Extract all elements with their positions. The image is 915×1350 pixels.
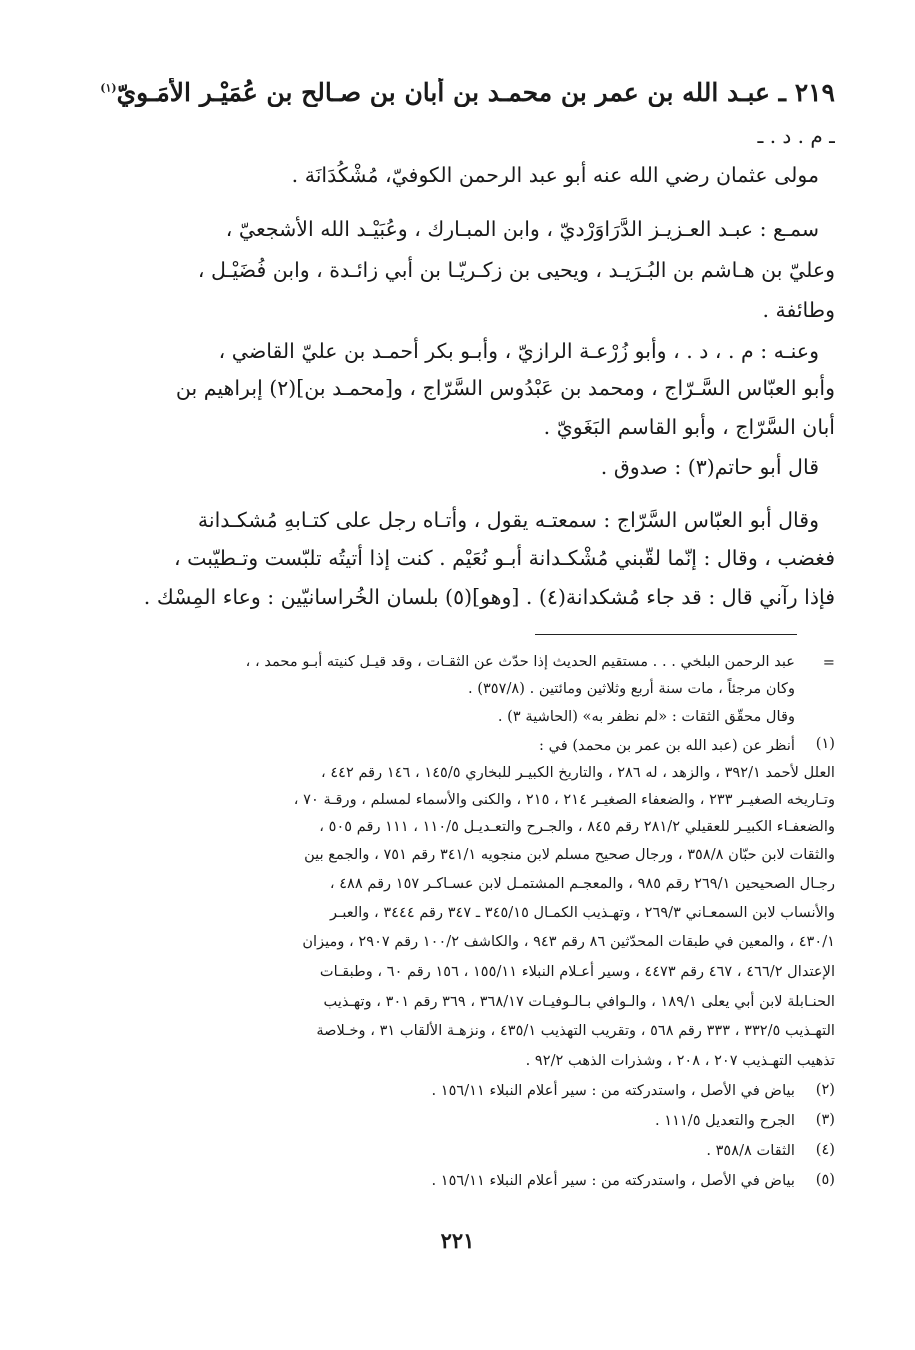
body-line-11: فإذا رآني قال : قد جاء مُشكدانة(٤) . [وهو](٥) بلسان الخُراسانيّين : وعاء المِسْك . xyxy=(143,585,835,609)
footnote-1-line-9: الإعتدال ٤٦٦/٢ ، ٤٦٧ رقم ٤٤٧٣ ، وسير أعـلام النبلاء ١٥٥/١١ ، ١٥٦ رقم ٦٠ ، وطبقـات xyxy=(319,963,835,980)
body-line-7: أبان السَّرّاج ، وأبو القاسم البَغَويّ . xyxy=(543,415,835,439)
body-line-1: مولى عثمان رضي الله عنه أبو عبد الرحمن الكوفيّ، مُشْكُدَانَة . xyxy=(291,163,819,187)
footnote-1-line-2: العلل لأحمد ٣٩٢/١ ، والزهد ، له ٢٨٦ ، والتاريخ الكبيـر للبخاري ١٤٥/٥ ، ١٤٦ رقم ٤٤٢ ، xyxy=(320,764,835,781)
heading-footnote-ref: (١) xyxy=(100,81,117,95)
footnote-1-line-12: تذهيب التهـذيب ٢٠٧ ، ٢٠٨ ، وشذرات الذهب ٩٢/٢ . xyxy=(525,1052,835,1069)
footnote-1-line-3: وتـاريخه الصغيـر ٢٣٣ ، والضعفاء الصغيـر ٢١٤ ، ٢١٥ ، والكنى والأسماء لمسلم ، ورقـة ٧٠ ، xyxy=(293,791,835,808)
footnote-1-line-5: والثقات لابن حبّان ٣٥٨/٨ ، ورجال صحيح مسلم لابن منجويه ٣٤١/١ رقم ٧٥١ ، والجمع بين xyxy=(304,846,835,863)
carry-line-2: وكان مرجئاً ، مات سنة أربع وثلاثين ومائتين . (٣٥٧/٨) . xyxy=(467,680,795,697)
body-line-6: وأبو العبّاس السَّـرّاج ، ومحمد بن عَبْدُوس السَّرّاج ، و[محمـد بن](٢) إبراهيم بن xyxy=(175,376,835,400)
page-number: ٢٢١ xyxy=(440,1228,475,1253)
footnote-2-number: (٢) xyxy=(815,1081,835,1098)
footnote-1-line-1: أنظر عن (عبد الله بن عمر بن محمد) في : xyxy=(539,737,795,754)
footnote-1-number: (١) xyxy=(815,735,835,752)
entry-symbols: ـ م . د . ـ xyxy=(757,124,835,148)
footnote-1-line-7: والأنساب لابن السمعـاني ٢٦٩/٣ ، وتهـذيب الكمـال ٣٤٥/١٥ ـ ٣٤٧ رقم ٣٤٤٤ ، والعبـر xyxy=(330,904,835,921)
carry-line-1: عبد الرحمن البلخي . . . مستقيم الحديث إذا حدّث عن الثقـات ، وقد قيـل كنيته أبـو محمد ، ، xyxy=(245,653,795,670)
entry-heading-text: ٢١٩ ـ عبـد الله بن عمر بن محمـد بن أبان بن صـالح بن عُمَيْـر الأُمَـويّ xyxy=(116,78,835,107)
footnote-3-text: الجرح والتعديل ١١١/٥ . xyxy=(654,1112,795,1129)
footnote-1-line-11: التهـذيب ٣٣٢/٥ ، ٣٣٣ رقم ٥٦٨ ، وتقريب التهذيب ٤٣٥/١ ، ونزهـة الألقاب ٣١ ، وخـلاصة xyxy=(316,1022,835,1039)
footnote-1-line-4: والضعفـاء الكبيـر للعقيلي ٢٨١/٢ رقم ٨٤٥ ، والجـرح والتعـديـل ١١٠/٥ ، ١١١ رقم ٥٠٥ ، xyxy=(319,818,835,835)
entry-heading xyxy=(78,78,835,107)
footnote-3-number: (٣) xyxy=(815,1111,835,1128)
body-line-8: قال أبو حاتم(٣) : صدوق . xyxy=(600,455,819,479)
footnote-2-text: بياض في الأصل ، واستدركته من : سير أعلام النبلاء ١٥٦/١١ . xyxy=(431,1082,795,1099)
footnote-4-number: (٤) xyxy=(815,1141,835,1158)
footnote-1-line-10: الحنـابلة لابن أبي يعلى ١٨٩/١ ، والـوافي بـالـوفيـات ٣٦٨/١٧ ، ٣٦٩ رقم ٣٠١ ، وتهـذيب xyxy=(323,993,835,1010)
body-line-9: وقال أبو العبّاس السَّرّاج : سمعتـه يقول ، وأتـاه رجل على كتـابهِ مُشكـدانة xyxy=(197,508,819,532)
carry-line-3: وقال محقّق الثقات : «لم نظفر به» (الحاشية ٣) . xyxy=(497,708,795,725)
footnote-4-text: الثقات ٣٥٨/٨ . xyxy=(706,1142,795,1159)
footnote-5-number: (٥) xyxy=(815,1171,835,1188)
carry-marker: = xyxy=(822,654,835,671)
body-line-5: وعنـه : م . ، د . ، وأبو زُرْعـة الرازيّ ، وأبـو بكر أحمـد بن عليّ القاضي ، xyxy=(218,339,819,363)
footnote-separator xyxy=(535,634,797,635)
footnote-1-line-8: ٤٣٠/١ ، والمعين في طبقات المحدّثين ٨٦ رقم ٩٤٣ ، والكاشف ١٠٠/٢ رقم ٢٩٠٧ ، وميزان xyxy=(302,933,835,950)
body-line-4: وطائفة . xyxy=(762,298,835,322)
body-line-3: وعليّ بن هـاشم بن البُـرَيـد ، ويحيى بن زكـريّـا بن أبي زائـدة ، وابن فُضَيْـل ، xyxy=(197,258,835,282)
footnote-5-text: بياض في الأصل ، واستدركته من : سير أعلام النبلاء ١٥٦/١١ . xyxy=(431,1172,795,1189)
body-line-10: فغضب ، وقال : إنّما لقّبني مُشْكـدانة أبـو نُعَيْم . كنت إذا أتيتُه تلبّست وتـطيّبت ، xyxy=(174,546,835,570)
body-line-2: سمـع : عبـد العـزيـز الدَّرَاوَرْديّ ، وابن المبـارك ، وعُبَيْـد الله الأشجعيّ ، xyxy=(225,217,819,241)
footnote-1-line-6: رجـال الصحيحين ٢٦٩/١ رقم ٩٨٥ ، والمعجـم المشتمـل لابن عسـاكـر ١٥٧ رقم ٤٨٨ ، xyxy=(329,875,835,892)
